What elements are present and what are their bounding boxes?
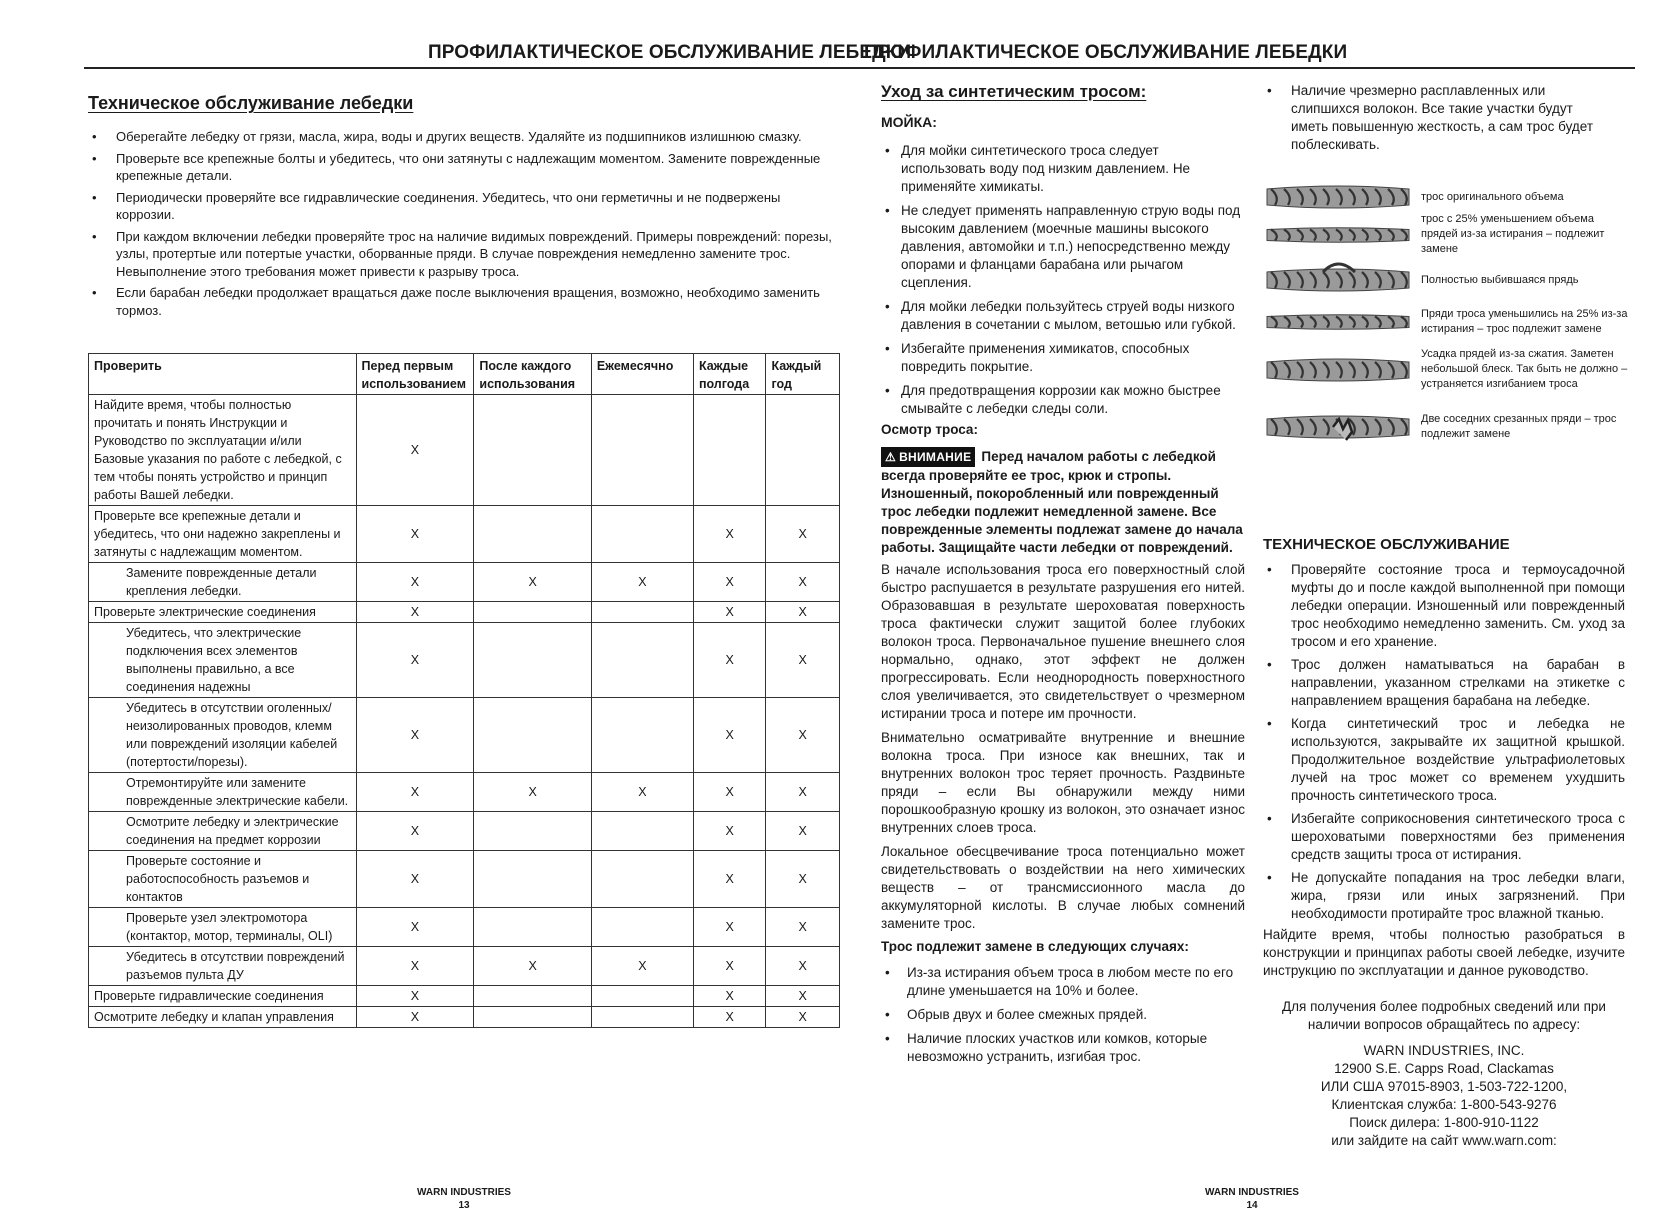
rope-illustration-row	[1263, 405, 1663, 449]
schedule-mark-cell	[474, 602, 591, 623]
schedule-mark-cell	[474, 812, 591, 851]
check-item-cell: Проверьте узел электромотора (контактор, мотор, терминалы, OLI)	[89, 908, 357, 947]
page-header: ПРОФИЛАКТИЧЕСКОЕ ОБСЛУЖИВАНИЕ ЛЕБЕДКИ	[864, 42, 1348, 63]
schedule-mark-cell	[591, 623, 693, 698]
table-row	[89, 908, 840, 947]
check-item-cell: Проверьте электрические соединения	[89, 602, 357, 623]
list-item: • Для предотвращения коррозии как можно быстрее смывайте с лебедки следы соли.	[881, 382, 1245, 418]
check-item-cell: Убедитесь, что электрические подключения всех элементов выполнены правильно, а все соединения надежны	[89, 623, 357, 698]
table-row	[89, 623, 840, 698]
maintenance-bullet-list	[88, 128, 840, 319]
header-rule	[84, 67, 850, 69]
contact-line: Поиск дилера: 1-800-910-1122	[1349, 1115, 1539, 1130]
schedule-mark-cell: X	[474, 773, 591, 812]
schedule-mark-cell: X	[766, 602, 840, 623]
rope-illustration-row	[1263, 300, 1663, 344]
schedule-mark-cell	[474, 506, 591, 563]
schedule-mark-cell: X	[356, 698, 474, 773]
table-row	[89, 773, 840, 812]
paragraph: В начале использования троса его поверхностный слой быстро распушается в результате разрушения его нитей. Образовавшая в результате шероховатая поверхность троса фактически служит защитой более глубоких волокон троса. Первоначальное пушение внешнего слоя нормально, однако, этот эффект не должен прогрессировать. Если неоднородность поверхностного слоя увеличивается, это свидетельствует о чрезмерном истирании троса и потере им прочности.	[881, 562, 1245, 721]
schedule-mark-cell: X	[591, 563, 693, 602]
list-item: • Наличие чрезмерно расплавленных или слипшихся волокон. Все такие участки будут иметь повышенную жесткость, а сам трос будет поблескивать.	[1263, 82, 1603, 154]
schedule-mark-cell: X	[766, 908, 840, 947]
schedule-mark-cell: X	[356, 812, 474, 851]
list-item: • Обрыв двух и более смежных прядей.	[881, 1006, 1245, 1024]
rope-caption: трос оригинального объема	[1421, 190, 1564, 203]
page-header: ПРОФИЛАКТИЧЕСКОЕ ОБСЛУЖИВАНИЕ ЛЕБЕДКИ	[428, 42, 912, 63]
page-number: 13	[458, 1200, 470, 1211]
schedule-mark-cell: X	[693, 506, 766, 563]
column-header-check: Проверить	[89, 354, 357, 395]
header-rule	[850, 67, 1635, 69]
contact-intro: Для получения более подробных сведений или при наличии вопросов обращайтесь по адресу:	[1282, 999, 1606, 1032]
check-item-cell: Убедитесь в отсутствии оголенных/неизолированных проводов, клемм или повреждений изоляции кабелей (потертости/порезы).	[89, 698, 357, 773]
column-header-before-first-use: Перед первым использованием	[356, 354, 474, 395]
list-item: • Не следует применять направленную струю воды под высоким давлением (моечные машины высокого давления, автомойки и т.п.) непосредственно между опорами и фланцами барабана или рычагом сцепления.	[881, 202, 1245, 292]
column-header-monthly: Ежемесячно	[591, 354, 693, 395]
check-item-cell: Найдите время, чтобы полностью прочитать и понять Инструкции и Руководство по эксплуатации и/или Базовые указания по работе с лебедкой, с тем чтобы понять устройство и принцип работы Вашей лебедки.	[89, 395, 357, 506]
closing-paragraph: Найдите время, чтобы полностью разобраться в конструкции и принципах работы своей лебедке, изучите инструкцию по эксплуатации и данное руководство.	[1263, 927, 1625, 978]
schedule-mark-cell	[591, 506, 693, 563]
page-footer	[404, 1186, 524, 1212]
list-item: • Проверяйте состояние троса и термоусадочной муфты до и после каждой выполненной при помощи лебедки операции. Изношенный или поврежденный трос необходимо немедленно заменить. См. уход за тросом и его хранение.	[1263, 561, 1625, 651]
table-row	[89, 698, 840, 773]
contact-line: ИЛИ США 97015-8903, 1-503-722-1200,	[1320, 1079, 1568, 1094]
schedule-mark-cell	[591, 812, 693, 851]
page-footer	[1192, 1186, 1312, 1212]
list-item: • Периодически проверяйте все гидравлические соединения. Убедитесь, что они герметичны и не подвержены коррозии.	[88, 189, 840, 224]
schedule-mark-cell: X	[766, 812, 840, 851]
schedule-mark-cell: X	[356, 908, 474, 947]
table-row	[89, 602, 840, 623]
schedule-mark-cell	[693, 395, 766, 506]
table-row	[89, 986, 840, 1007]
contact-line: Клиентская служба: 1-800-543-9276	[1331, 1097, 1557, 1112]
list-item: • Не допускайте попадания на трос лебедки влаги, жира, грязи или иных загрязнений. При необходимости протирайте трос влажной тканью.	[1263, 869, 1625, 923]
schedule-mark-cell: X	[766, 623, 840, 698]
table-row	[89, 563, 840, 602]
rope-caption: трос с 25% уменьшением объема прядей из-за истирания – подлежит замене	[1421, 213, 1605, 255]
check-item-cell: Проверьте состояние и работоспособность разъемов и контактов	[89, 851, 357, 908]
schedule-mark-cell	[591, 698, 693, 773]
replace-bullet-list	[881, 964, 1245, 1066]
schedule-mark-cell: X	[693, 986, 766, 1007]
maintenance-bullet-list	[1263, 561, 1625, 923]
contact-address	[1263, 1042, 1625, 1150]
schedule-mark-cell: X	[693, 947, 766, 986]
right-column-1	[881, 82, 1245, 1066]
schedule-mark-cell: X	[693, 908, 766, 947]
schedule-mark-cell: X	[591, 947, 693, 986]
schedule-mark-cell: X	[356, 986, 474, 1007]
maintenance-title: ТЕХНИЧЕСКОЕ ОБСЛУЖИВАНИЕ	[1263, 536, 1510, 553]
check-item-cell: Осмотрите лебедку и электрические соединения на предмет коррозии	[89, 812, 357, 851]
paragraph: Локальное обесцвечивание троса потенциально может свидетельствовать о воздействии на него химических веществ – от трансмиссионного масла до аккумуляторной кислоты. В случае любых сомнений замените трос.	[881, 844, 1245, 931]
list-item: • Когда синтетический трос и лебедка не используются, закрывайте их защитной крышкой. Продолжительное воздействие ультрафиолетовых лучей на трос может со временем ухудшить прочность синтетического троса.	[1263, 715, 1625, 805]
right-column-2-lower	[1263, 536, 1625, 1150]
replace-title: Трос подлежит замене в следующих случаях:	[881, 939, 1189, 954]
schedule-mark-cell	[474, 698, 591, 773]
schedule-mark-cell: X	[356, 947, 474, 986]
rope-caption: Полностью выбившаяся прядь	[1421, 273, 1579, 286]
check-item-cell: Отремонтируйте или замените поврежденные электрические кабели.	[89, 773, 357, 812]
page-number: 14	[1246, 1200, 1258, 1211]
table-row	[89, 506, 840, 563]
schedule-mark-cell	[766, 395, 840, 506]
schedule-mark-cell	[474, 1007, 591, 1028]
schedule-mark-cell	[591, 602, 693, 623]
rope-illustration-row	[1263, 212, 1663, 257]
schedule-mark-cell: X	[356, 773, 474, 812]
schedule-mark-cell: X	[693, 1007, 766, 1028]
table-row	[89, 851, 840, 908]
check-item-cell: Проверьте гидравлические соединения	[89, 986, 357, 1007]
inspect-title: Осмотр троса:	[881, 422, 978, 437]
column-header-after-each-use: После каждого использования	[474, 354, 591, 395]
list-item: • Наличие плоских участков или комков, которые невозможно устранить, изгибая трос.	[881, 1030, 1245, 1066]
table-row	[89, 1007, 840, 1028]
contact-line: 12900 S.E. Capps Road, Clackamas	[1334, 1061, 1554, 1076]
warning-text: Перед началом работы с лебедкой всегда проверяйте ее трос, крюк и стропы. Изношенный, покоробленный или поврежденный трос лебедки подлежит немедленной замене. Все поврежденные элементы подлежат замене до начала работы. Защищайте части лебедки от повреждений.	[881, 449, 1243, 555]
rope-caption: Пряди троса уменьшились на 25% из-за истирания – трос подлежит замене	[1421, 308, 1628, 335]
list-item: • Избегайте соприкосновения синтетического троса с шероховатыми поверхностями без применения средств защиты троса от истирания.	[1263, 810, 1625, 864]
rope-illustration-row	[1263, 258, 1663, 302]
schedule-mark-cell: X	[766, 698, 840, 773]
schedule-mark-cell: X	[356, 1007, 474, 1028]
section-title: Техническое обслуживание лебедки	[88, 93, 414, 113]
schedule-mark-cell: X	[356, 602, 474, 623]
column-header-annual: Каждый год	[766, 354, 840, 395]
rope-illustration-row	[1263, 347, 1663, 392]
wash-title: МОЙКА:	[881, 114, 937, 130]
schedule-mark-cell	[591, 986, 693, 1007]
wash-bullet-list	[881, 142, 1245, 418]
list-item: • Проверьте все крепежные болты и убедитесь, что они затянуты с надлежащим моментом. Замените поврежденные крепежные детали.	[88, 150, 840, 185]
schedule-mark-cell	[474, 851, 591, 908]
list-item: • Трос должен наматываться на барабан в направлении, указанном стрелками на этикетке с направлением вращения барабана на лебедке.	[1263, 656, 1625, 710]
table-header-row	[89, 354, 840, 395]
table-row	[89, 812, 840, 851]
schedule-mark-cell	[591, 1007, 693, 1028]
schedule-mark-cell: X	[693, 773, 766, 812]
schedule-mark-cell: X	[693, 563, 766, 602]
schedule-mark-cell: X	[356, 506, 474, 563]
rope-caption: Две соседних срезанных пряди – трос подлежит замене	[1421, 413, 1617, 440]
schedule-mark-cell: X	[766, 851, 840, 908]
table-row	[89, 395, 840, 506]
schedule-mark-cell: X	[474, 563, 591, 602]
list-item: • Из-за истирания объем троса в любом месте по его длине уменьшается на 10% и более.	[881, 964, 1245, 1000]
schedule-mark-cell: X	[693, 698, 766, 773]
schedule-mark-cell	[474, 623, 591, 698]
rope-strand-image	[1263, 348, 1413, 392]
schedule-mark-cell: X	[693, 851, 766, 908]
schedule-mark-cell	[591, 851, 693, 908]
list-item: • Избегайте применения химикатов, способных повредить покрытие.	[881, 340, 1245, 376]
footer-company: WARN INDUSTRIES	[417, 1187, 511, 1198]
schedule-mark-cell	[591, 395, 693, 506]
list-item: • При каждом включении лебедки проверяйте трос на наличие видимых повреждений. Примеры повреждений: порезы, узлы, протертые или потертые участки, оборванные пряди. В случае повреждения немедленно замените трос. Невыполнение этого требования может привести к разрыву троса.	[88, 228, 840, 281]
schedule-mark-cell: X	[766, 947, 840, 986]
rope-strand-image	[1263, 213, 1413, 257]
schedule-mark-cell	[474, 986, 591, 1007]
schedule-mark-cell: X	[356, 395, 474, 506]
schedule-mark-cell: X	[766, 506, 840, 563]
column-header-semiannual: Каждые полгода	[693, 354, 766, 395]
schedule-mark-cell: X	[591, 773, 693, 812]
warning-badge: ⚠ ВНИМАНИЕ	[881, 447, 975, 467]
warning-triangle-icon: ⚠	[885, 450, 897, 464]
fused-fibers-bullet	[1263, 82, 1603, 154]
rope-strand-image	[1263, 258, 1413, 302]
schedule-mark-cell: X	[766, 1007, 840, 1028]
contact-line: WARN INDUSTRIES, INC.	[1363, 1043, 1525, 1058]
list-item: • Для мойки синтетического троса следует использовать воду под низким давлением. Не применяйте химикаты.	[881, 142, 1245, 196]
schedule-mark-cell: X	[693, 812, 766, 851]
list-item: • Если барабан лебедки продолжает вращаться даже после выключения вращения, возможно, необходимо заменить тормоз.	[88, 284, 840, 319]
schedule-mark-cell: X	[766, 563, 840, 602]
section-title: Уход за синтетическим тросом:	[881, 82, 1147, 101]
check-item-cell: Проверьте все крепежные детали и убедитесь, что они надежно закреплены и затянуты с надлежащим моментом.	[89, 506, 357, 563]
maintenance-schedule-table	[88, 353, 840, 1028]
contact-line: или зайдите на сайт www.warn.com:	[1331, 1133, 1557, 1148]
footer-company: WARN INDUSTRIES	[1205, 1187, 1299, 1198]
rope-strand-image	[1263, 300, 1413, 344]
schedule-mark-cell: X	[766, 986, 840, 1007]
check-item-cell: Замените поврежденные детали крепления лебедки.	[89, 563, 357, 602]
check-item-cell: Осмотрите лебедку и клапан управления	[89, 1007, 357, 1028]
schedule-mark-cell	[591, 908, 693, 947]
table-row	[89, 947, 840, 986]
warning-block	[881, 447, 1245, 557]
schedule-mark-cell: X	[693, 602, 766, 623]
schedule-mark-cell: X	[356, 563, 474, 602]
schedule-mark-cell: X	[356, 851, 474, 908]
check-item-cell: Убедитесь в отсутствии повреждений разъемов пульта ДУ	[89, 947, 357, 986]
schedule-mark-cell	[474, 908, 591, 947]
schedule-mark-cell	[474, 395, 591, 506]
list-item: • Для мойки лебедки пользуйтесь струей воды низкого давления в сочетании с мылом, ветошью или губкой.	[881, 298, 1245, 334]
list-item: • Оберегайте лебедку от грязи, масла, жира, воды и других веществ. Удаляйте из подшипников излишнюю смазку.	[88, 128, 840, 146]
rope-strand-image	[1263, 405, 1413, 449]
schedule-mark-cell: X	[356, 623, 474, 698]
rope-caption: Усадка прядей из-за сжатия. Заметен небольшой блеск. Так быть не должно – устраняется изгибанием троса	[1421, 348, 1628, 390]
schedule-mark-cell: X	[693, 623, 766, 698]
right-page	[850, 0, 1680, 1221]
schedule-mark-cell: X	[766, 773, 840, 812]
schedule-mark-cell: X	[474, 947, 591, 986]
paragraph: Внимательно осматривайте внутренние и внешние волокна троса. При износе как внешних, так и внутренних волокон трос теряет прочность. Раздвиньте пряди – если Вы обнаружили между ними порошкообразную крошку из волокон, это означает износ внутренних слоев троса.	[881, 730, 1245, 835]
